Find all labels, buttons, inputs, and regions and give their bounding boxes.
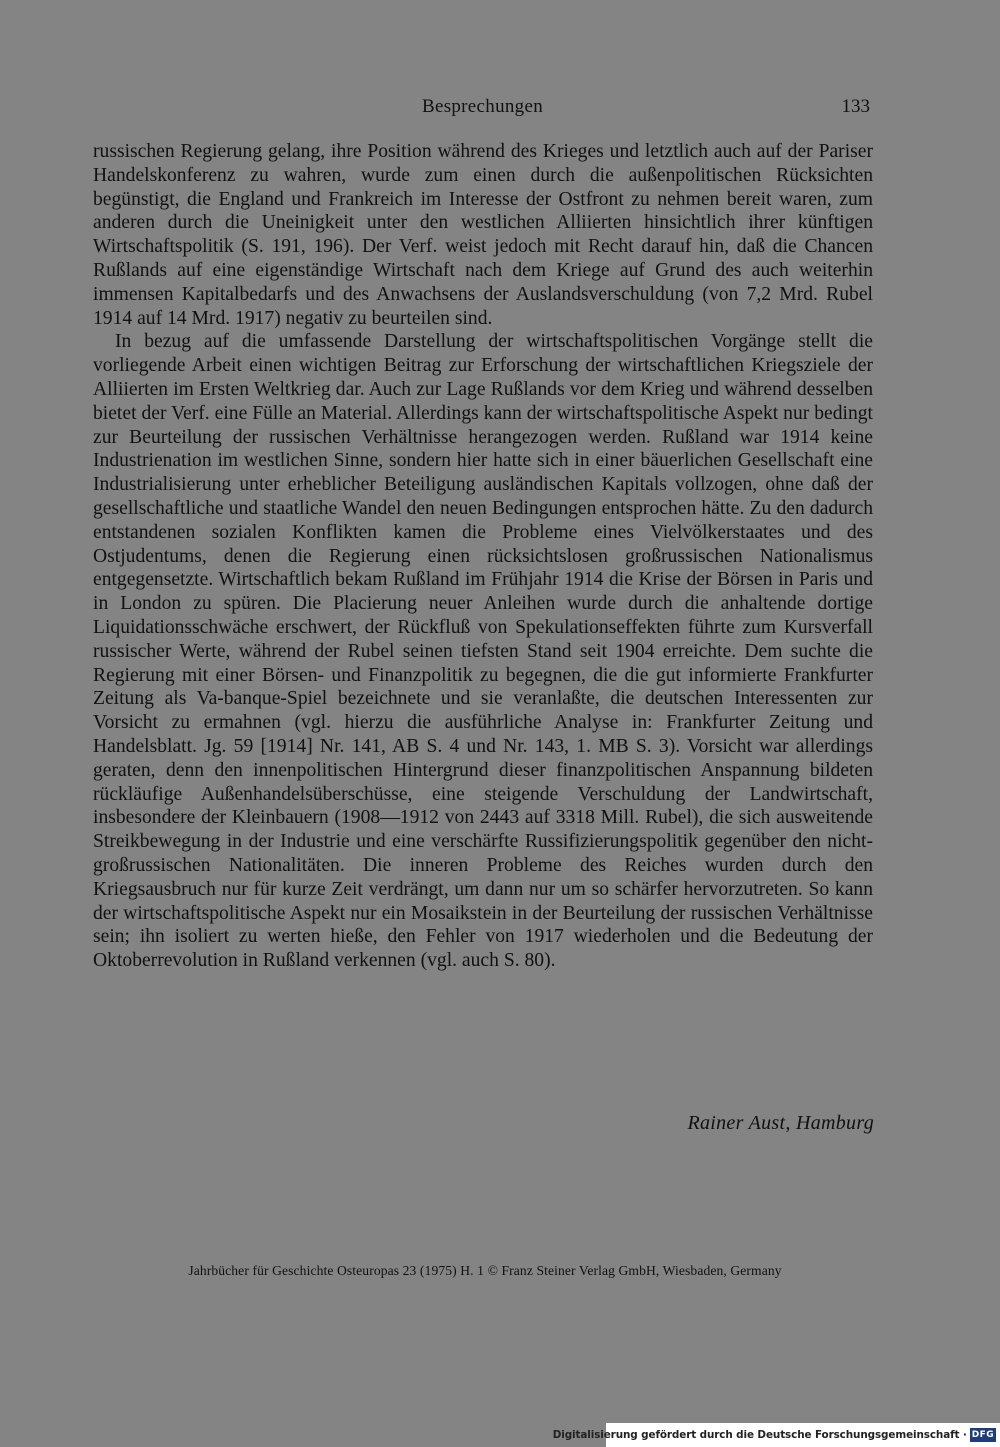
funding-banner: [552, 1423, 1000, 1447]
paragraph-2: In bezug auf die umfassende Darstellung der wirtschaftspolitischen Vorgänge stellt die vorliegende Arbeit einen wichtigen Beitrag zur Erforschung der wirtschaftlichen Kriegsziele der Alliierten im Ersten Weltkrieg dar. Auch zur Lage Rußlands vor dem Krieg und während desselben bietet der Verf. eine Fülle an Material. Allerdings kann der wirtschaftspolitische Aspekt nur bedingt zur Beurteilung der russischen Verhältnisse herangezogen werden. Rußland war 1914 keine Industrienation im westlichen Sinne, sondern hier hatte sich in einer bäuerlichen Gesellschaft eine Industrialisierung unter erheblicher Beteiligung ausländischen Kapitals vollzogen, ohne daß der gesellschaftliche und staatliche Wandel den neuen Bedingungen entsprochen hätte. Zu den dadurch entstandenen sozialen Konflikten kamen die Probleme eines Vielvölkerstaates und des Ostjudentums, denen die Regierung einen rücksichtslosen großrussischen Nationalismus entgegensetzte. Wirtschaftlich bekam Rußland im Frühjahr 1914 die Krise der Börsen in Paris und in London zu spüren. Die Placierung neuer Anleihen wurde durch die anhaltende dortige Liquidationsschwäche erschwert, der Rückfluß von Spekulationseffekten führte zum Kursverfall russischer Werte, während der Rubel seinen tiefsten Stand seit 1904 erreichte. Dem suchte die Regierung mit einer Börsen- und Finanzpolitik zu begegnen, die die gut informierte Frankfurter Zeitung als Va-banque-Spiel bezeichnete und sie veranlaßte, die deutschen Interessenten zur Vorsicht zu ermahnen (vgl. hierzu die ausführliche Analyse in: Frankfurter Zeitung und Handelsblatt. Jg. 59 [1914] Nr. 141, AB S. 4 und Nr. 143, 1. MB S. 3). Vorsicht war allerdings geraten, denn den innenpolitischen Hintergrund dieser finanzpolitischen Anspannung bildeten rückläufige Außenhandelsüberschüsse, eine steigende Verschuldung der Landwirtschaft, insbesondere der Kleinbauern (1908—1912 von 2443 auf 3318 Mill. Rubel), die sich ausweitende Streikbewegung in der Industrie und eine verschärfte Russifizierungspolitik gegenüber den nicht-großrussischen Nationalitäten. Die inneren Probleme des Reiches wurden durch den Kriegsausbruch nur für kurze Zeit verdrängt, um dann nur um so schärfer hervorzutreten. So kann der wirtschaftspolitische Aspekt nur ein Mosaikstein in der Beurteilung der russischen Verhältnisse sein; ihn isoliert zu werten hieße, den Fehler von 1917 wiederholen und die Bedeutung der Oktoberrevolution in Rußland verkennen (vgl. auch S. 80).: [93, 331, 873, 972]
paragraph-1: russischen Regierung gelang, ihre Position während des Krieges und letztlich auch auf der Pariser Handelskonferenz zu wahren, wurde zum einen durch die außenpolitischen Rücksichten begünstigt, die England und Frankreich im Interesse der Ostfront zu nehmen bereit waren, zum anderen durch die Uneinigkeit unter den westlichen Alliierten hinsichtlich ihrer künftigen Wirtschaftspolitik (S. 191, 196). Der Verf. weist jedoch mit Recht darauf hin, daß die Chancen Rußlands auf eine eigenständige Wirtschaft nach dem Kriege auf Grund des auch weiterhin immensen Kapitalbedarfs und des Anwachsens der Auslandsverschuldung (von 7,2 Mrd. Rubel 1914 auf 14 Mrd. 1917) negativ zu beurteilen sind.: [93, 141, 873, 329]
running-head: [95, 96, 870, 122]
dfg-logo-icon: DFG: [971, 1430, 994, 1440]
funding-notice: Digitalisierung gefördert durch die Deutsche Forschungsgemeinschaft ·: [552, 1429, 967, 1441]
running-title: Besprechungen: [421, 96, 544, 117]
review-body: [93, 140, 873, 973]
journal-imprint: Jahrbücher für Geschichte Osteuropas 23 (1975) H. 1 © Franz Steiner Verlag GmbH, Wiesbaden, Germany: [188, 1263, 782, 1278]
page-number: 133: [841, 96, 870, 117]
reviewer-signature: Rainer Aust, Hamburg: [687, 1112, 874, 1134]
